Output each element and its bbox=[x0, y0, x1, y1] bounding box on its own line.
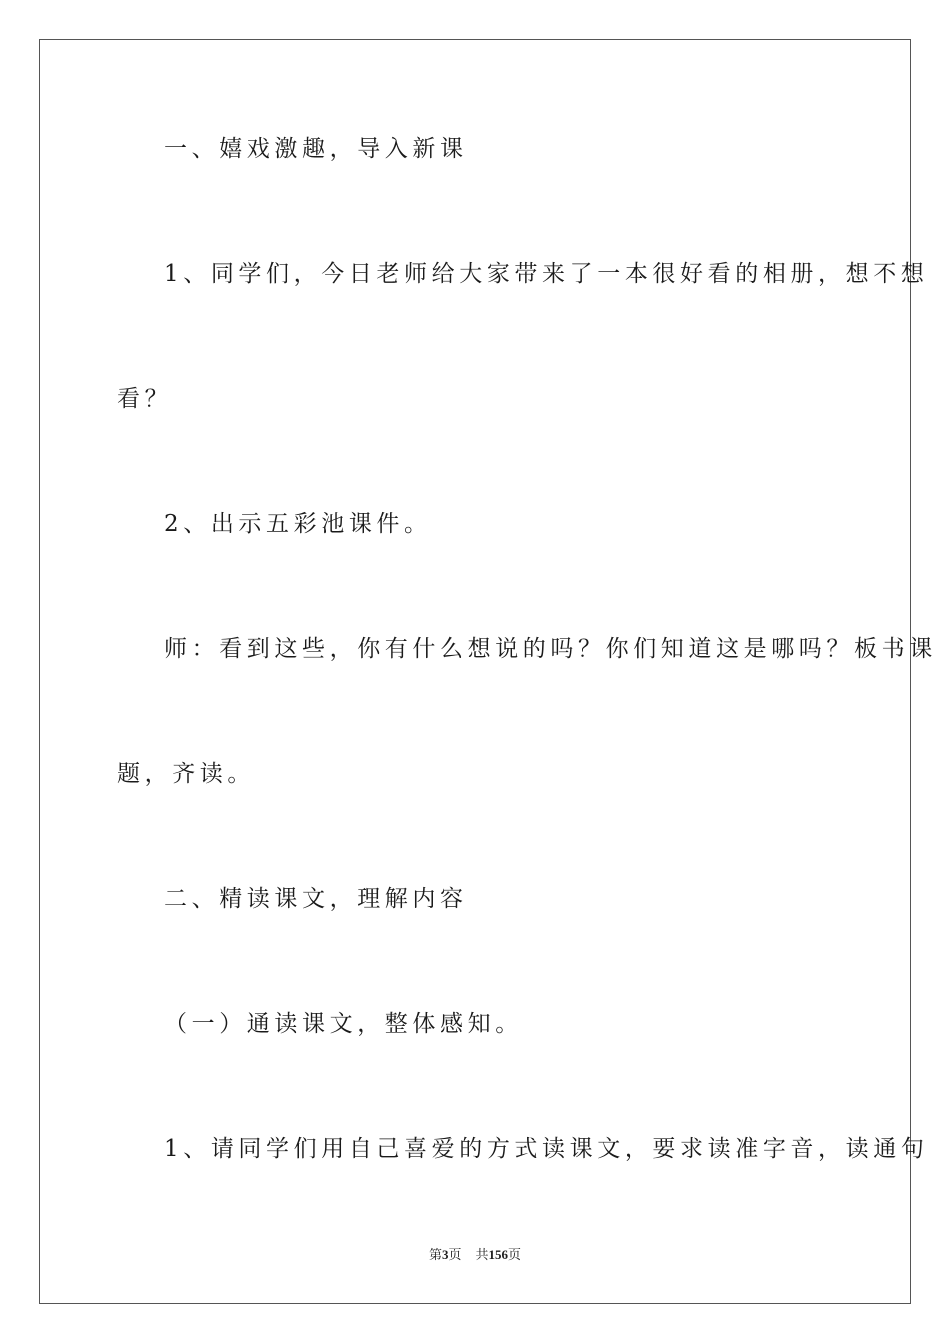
paragraph-line: 1、请同学们用自己喜爱的方式读课文，要求读准字音，读通句 bbox=[164, 1136, 929, 1162]
paragraph-line: 题，齐读。 bbox=[117, 761, 255, 787]
page-border bbox=[39, 39, 937, 1304]
current-page-number: 3 bbox=[441, 1247, 449, 1262]
paragraph-line: 看？ bbox=[117, 386, 173, 412]
section-heading: 二、精读课文，理解内容 bbox=[164, 886, 468, 912]
section-heading: 一、嬉戏激趣，导入新课 bbox=[164, 136, 468, 162]
page-number-label: 第3页 bbox=[428, 1247, 462, 1262]
total-pages-label: 共156页 bbox=[475, 1247, 522, 1262]
paragraph-line: 师：看到这些，你有什么想说的吗？你们知道这是哪吗？板书课 bbox=[164, 636, 937, 662]
page-footer bbox=[0, 1246, 950, 1264]
paragraph-line: 1、同学们，今日老师给大家带来了一本很好看的相册，想不想 bbox=[164, 261, 929, 287]
subsection-heading: （一）通读课文，整体感知。 bbox=[164, 1011, 523, 1037]
paragraph-line: 2、出示五彩池课件。 bbox=[164, 511, 432, 537]
total-page-count: 156 bbox=[488, 1247, 509, 1262]
